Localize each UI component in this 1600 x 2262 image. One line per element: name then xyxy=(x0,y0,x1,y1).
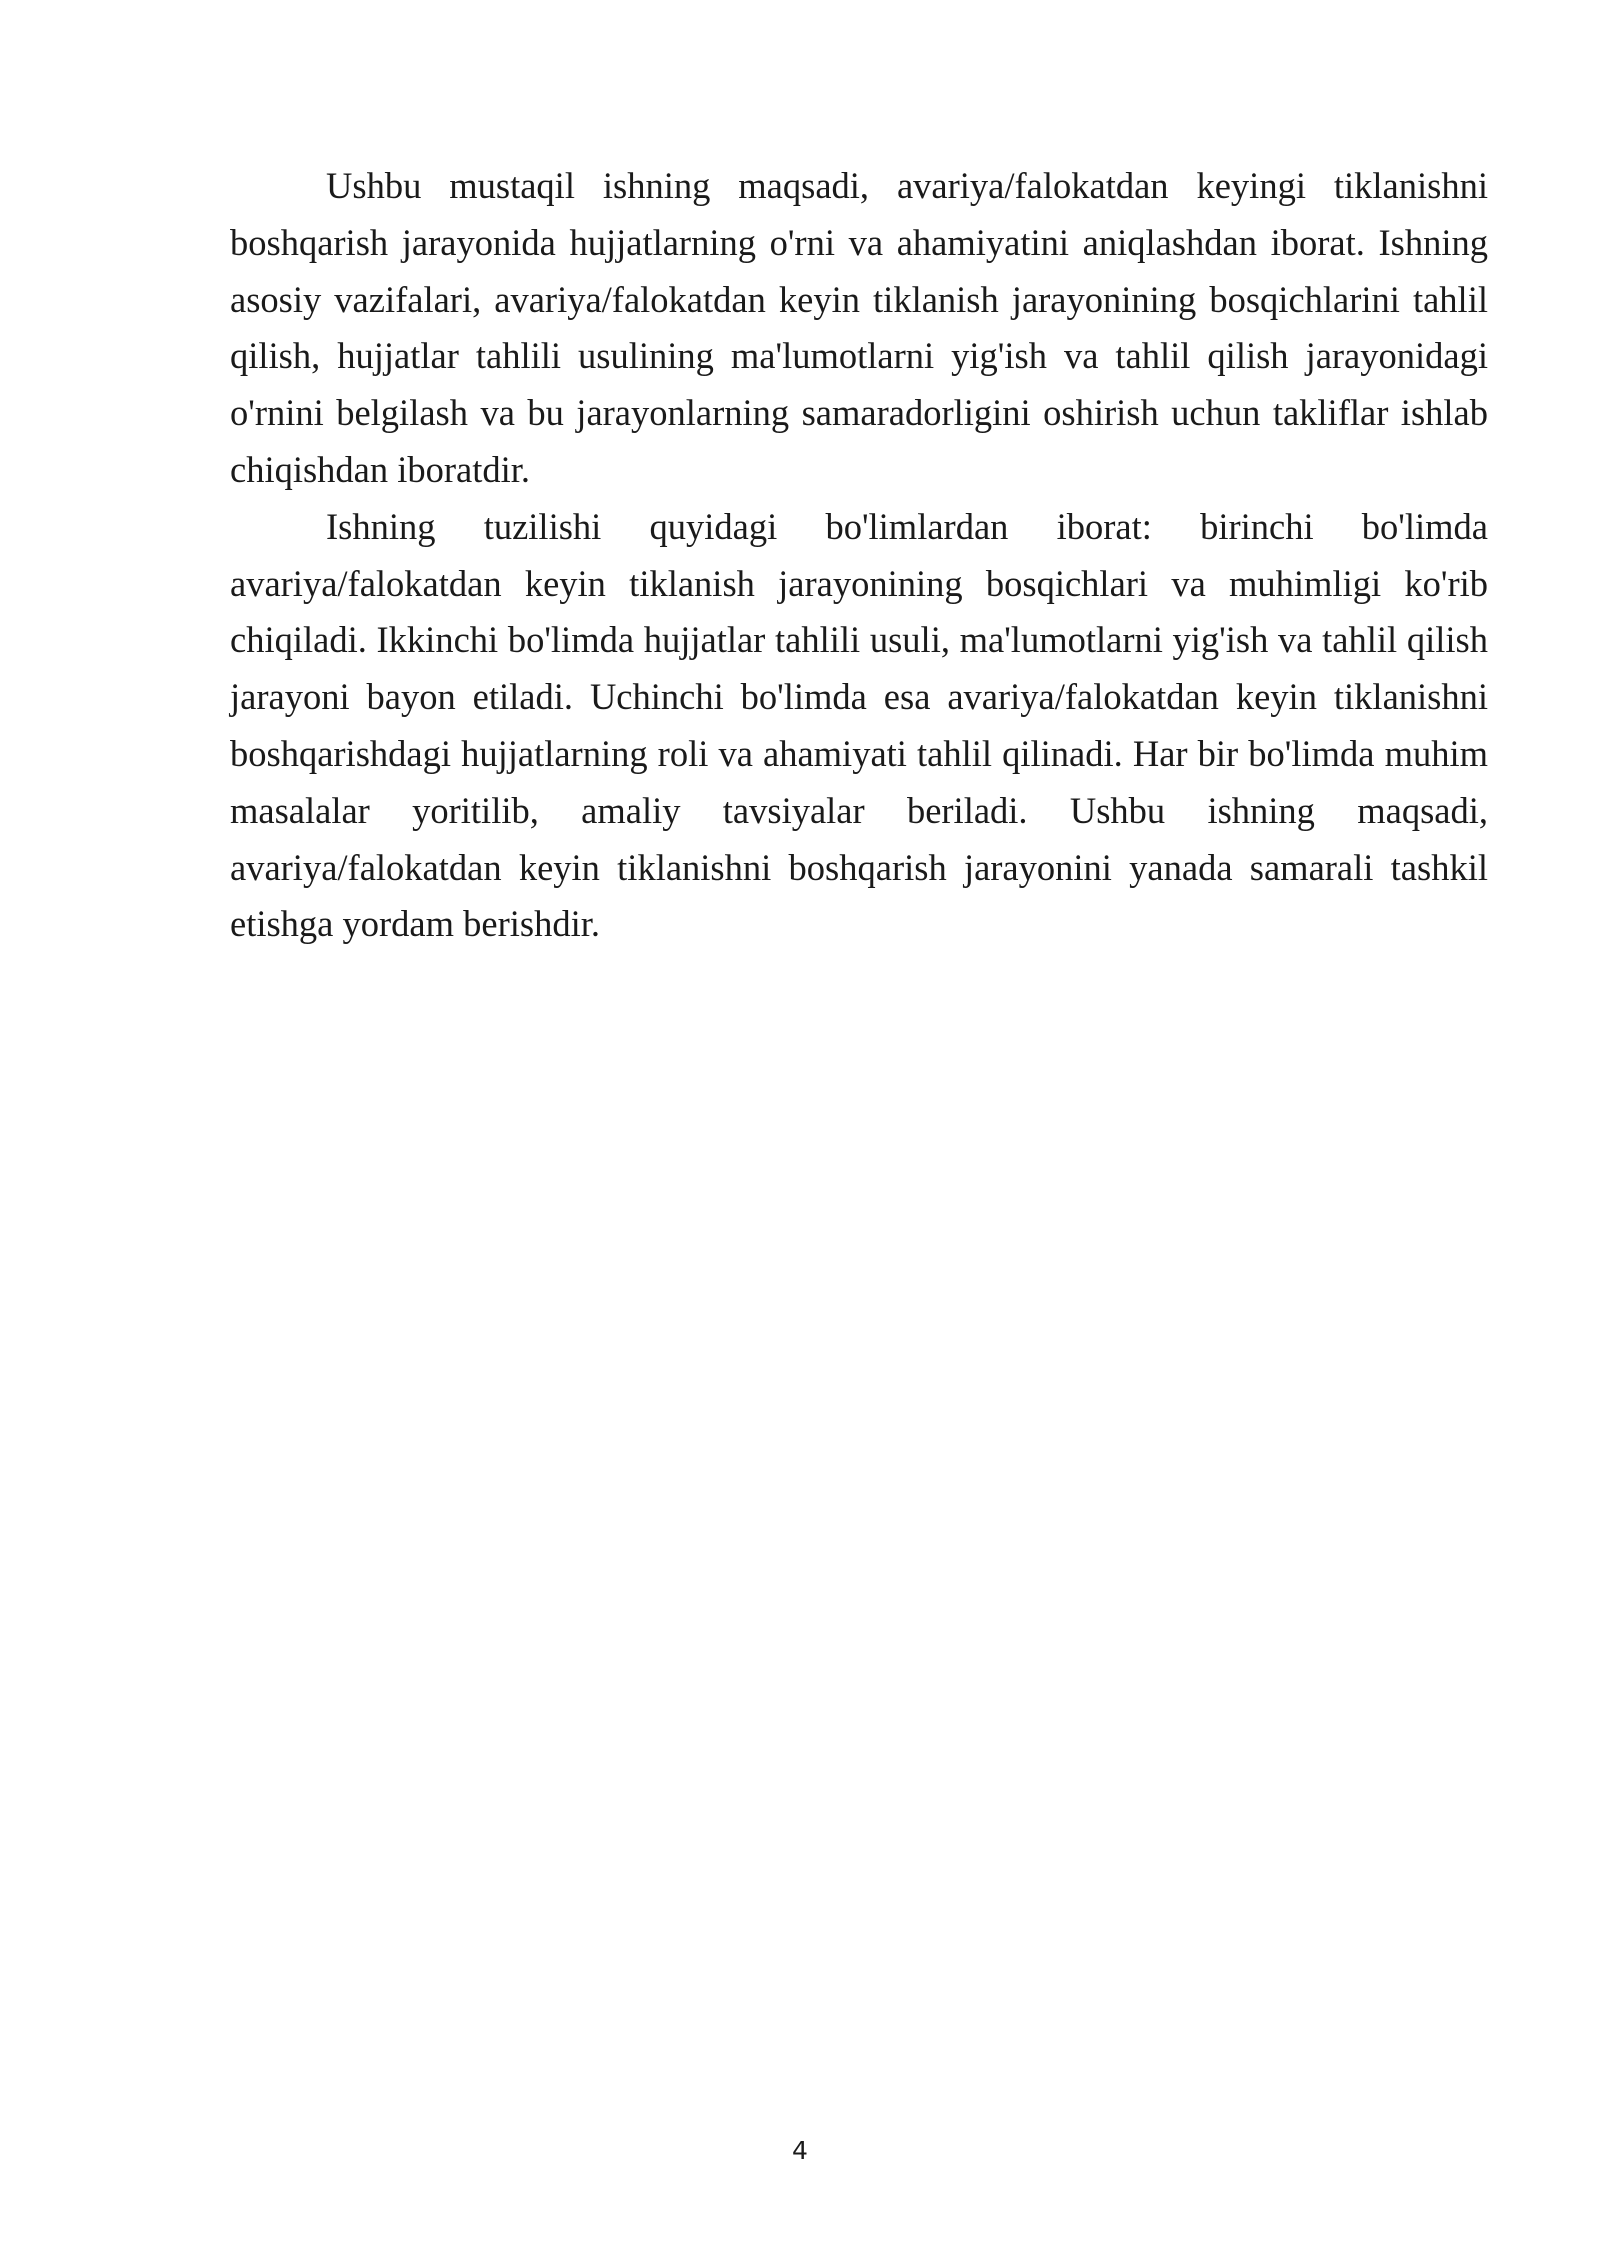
page-number: 4 xyxy=(792,2136,808,2165)
paragraph-structure: Ishning tuzilishi quyidagi bo'limlardan iborat: birinchi bo'limda avariya/falokatdan keyin tiklanish jarayonining bosqichlari va muhimligi ko'rib chiqiladi. Ikkinchi bo'limda hujjatlar tahlili usuli, ma'lumotlarni yig'ish va tahlil qilish jarayoni bayon etiladi. Uchinchi bo'limda esa avariya/falokatdan keyin tiklanishni boshqarishdagi hujjatlarning roli va ahamiyati tahlil qilinadi. Har bir bo'limda muhim masalalar yoritilib, amaliy tavsiyalar beriladi. Ushbu ishning maqsadi, avariya/falokatdan keyin tiklanishni boshqarish jarayonini yanada samarali tashkil etishga yordam berishdir. xyxy=(230,505,1488,945)
paragraph-purpose: Ushbu mustaqil ishning maqsadi, avariya/falokatdan keyingi tiklanishni boshqarish jarayonida hujjatlarning o'rni va ahamiyatini aniqlashdan iborat. Ishning asosiy vazifalari, avariya/falokatdan keyin tiklanish jarayonining bosqichlarini tahlil qilish, hujjatlar tahlili usulining ma'lumotlarni yig'ish va tahlil qilish jarayonidagi o'rnini belgilash va bu jarayonlarning samaradorligini oshirish uchun takliflar ishlab chiqishdan iboratdir. xyxy=(230,165,1488,490)
body-text xyxy=(230,158,1488,953)
